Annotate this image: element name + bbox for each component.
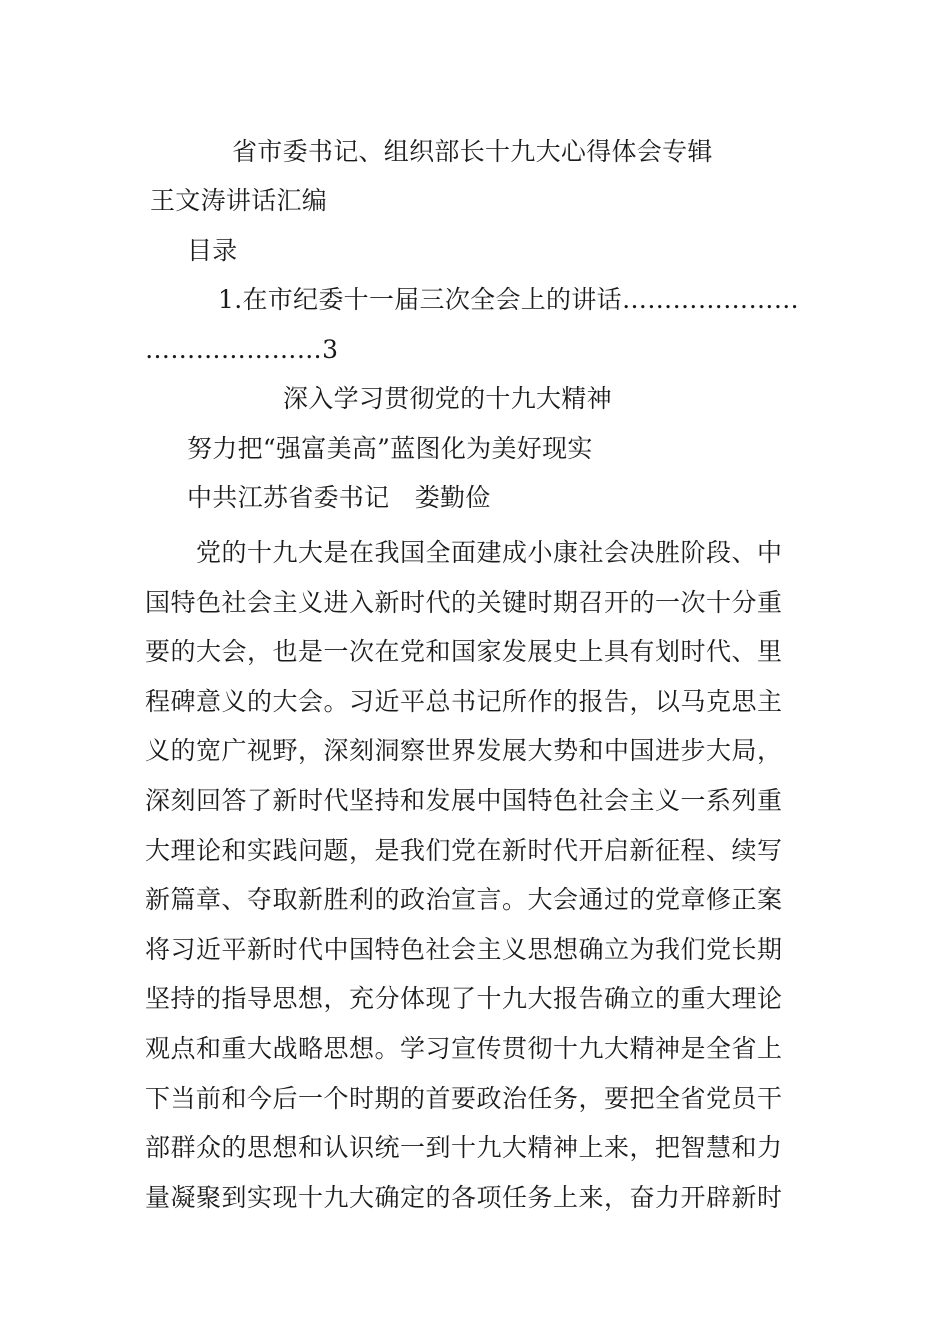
body-line: 新篇章、夺取新胜利的政治宣言。大会通过的党章修正案 — [145, 885, 783, 915]
body-line: 深刻回答了新时代坚持和发展中国特色社会主义一系列重 — [145, 785, 783, 815]
article-subtitle: 努力把“强富美高”蓝图化为美好现实 — [187, 434, 593, 463]
body-line: 大理论和实践问题，是我们党在新时代开启新征程、续写 — [145, 835, 783, 865]
toc-item-page[interactable]: …………………3 — [145, 335, 339, 364]
article-author: 中共江苏省委书记 娄勤俭 — [187, 483, 491, 512]
body-line: 程碑意义的大会。习近平总书记所作的报告，以马克思主 — [145, 686, 783, 716]
body-line: 部群众的思想和认识统一到十九大精神上来，把智慧和力 — [145, 1133, 783, 1163]
article-body — [145, 528, 810, 1222]
document-title: 省市委书记、组织部长十九大心得体会专辑 — [232, 137, 713, 166]
toc-heading: 目录 — [187, 236, 238, 265]
body-line: 义的宽广视野，深刻洞察世界发展大势和中国进步大局， — [145, 736, 783, 766]
body-line: 量凝聚到实现十九大确定的各项任务上来，奋力开辟新时 — [145, 1182, 783, 1212]
body-line: 将习近平新时代中国特色社会主义思想确立为我们党长期 — [145, 934, 783, 964]
body-line: 国特色社会主义进入新时代的关键时期召开的一次十分重 — [145, 587, 783, 617]
body-line: 观点和重大战略思想。学习宣传贯彻十九大精神是全省上 — [145, 1033, 783, 1063]
toc-item[interactable]: 1.在市纪委十一届三次全会上的讲话………………… — [218, 285, 800, 314]
body-line: 坚持的指导思想，充分体现了十九大报告确立的重大理论 — [145, 984, 783, 1014]
body-line: 党的十九大是在我国全面建成小康社会决胜阶段、中 — [145, 538, 783, 567]
body-line: 下当前和今后一个时期的首要政治任务，要把全省党员干 — [145, 1083, 783, 1113]
compilation-title: 王文涛讲话汇编 — [150, 186, 328, 215]
body-line: 要的大会，也是一次在党和国家发展史上具有划时代、里 — [145, 637, 783, 667]
article-title: 深入学习贯彻党的十九大精神 — [283, 384, 612, 413]
